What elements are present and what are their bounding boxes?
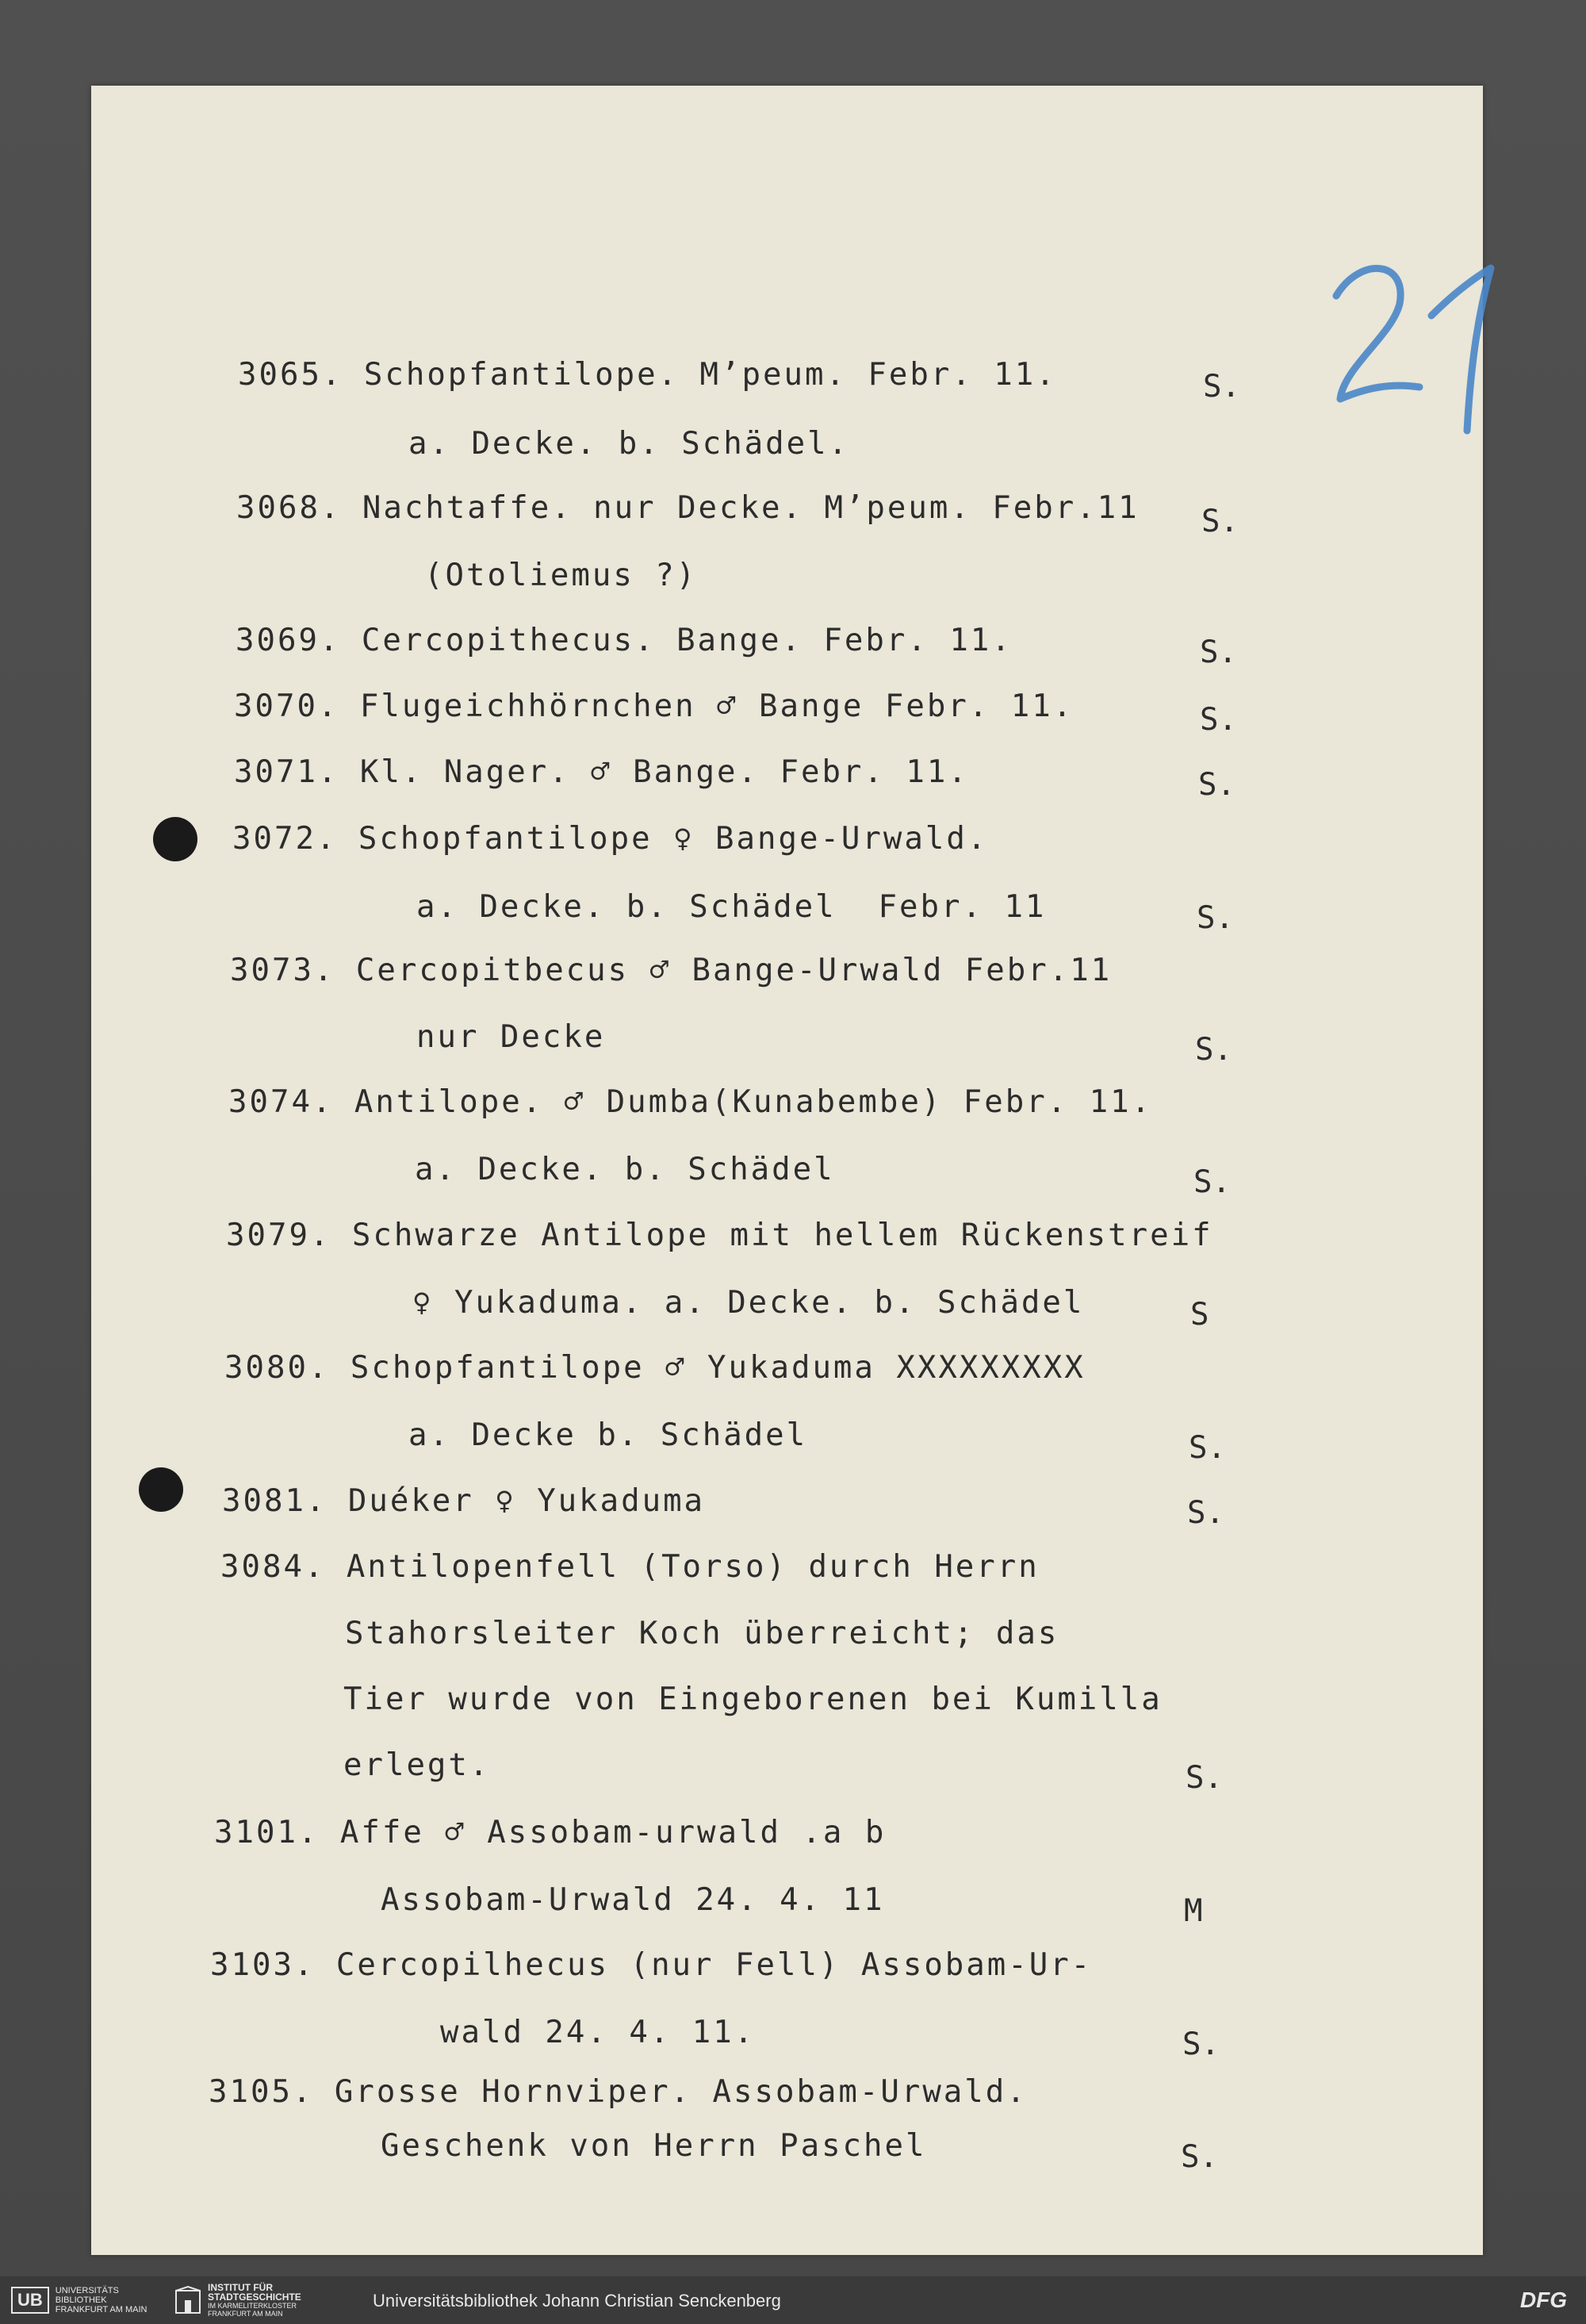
entry-mark: S.: [1181, 2139, 1218, 2175]
entry-line: 3072. Schopfantilope ♀ Bange-Urwald.: [232, 821, 989, 857]
institut-text: FRANKFURT AM MAIN: [208, 2310, 283, 2318]
entry-mark: S.: [1187, 1495, 1224, 1531]
entry-mark: S.: [1186, 1760, 1223, 1796]
entry-mark: S.: [1197, 900, 1234, 936]
entry-line: erlegt.: [343, 1747, 491, 1783]
entry-mark: S.: [1193, 1164, 1231, 1200]
entry-line: a. Decke b. Schädel: [408, 1417, 808, 1453]
institut-text: IM KARMELITERKLOSTER: [208, 2302, 297, 2310]
entry-line: 3081. Duéker ♀ Yukaduma: [222, 1483, 706, 1519]
entry-line: 3065. Schopfantilope. M’peum. Febr. 11.: [238, 357, 1057, 393]
entry-mark: S.: [1198, 767, 1235, 803]
entry-mark: S.: [1182, 2027, 1220, 2062]
entry-line: 3074. Antilope. ♂ Dumba(Kunabembe) Febr. 11.: [228, 1084, 1153, 1120]
entry-line: ♀ Yukaduma. a. Decke. b. Schädel: [412, 1285, 1085, 1321]
entry-line: nur Decke: [416, 1019, 606, 1055]
entry-line: Stahorsleiter Koch überreicht; das: [345, 1616, 1059, 1651]
handwritten-page-number: [1312, 248, 1519, 454]
entry-mark: S.: [1200, 702, 1237, 738]
ub-text: BIBLIOTHEK: [55, 2295, 107, 2305]
entry-line: 3071. Kl. Nager. ♂ Bange. Febr. 11.: [234, 754, 969, 790]
entry-line: Tier wurde von Eingeborenen bei Kumilla: [343, 1682, 1163, 1717]
entry-line: 3101. Affe ♂ Assobam-urwald .a b: [214, 1815, 887, 1850]
entry-mark: M: [1184, 1893, 1203, 1929]
institut-icon: [174, 2286, 201, 2314]
ub-text: FRANKFURT AM MAIN: [55, 2305, 147, 2314]
footer-bar: [0, 2276, 1586, 2324]
ub-label: UB: [11, 2287, 49, 2314]
entry-line: Assobam-Urwald 24. 4. 11: [381, 1882, 885, 1918]
entry-line: 3068. Nachtaffe. nur Decke. M’peum. Febr.11: [236, 490, 1140, 526]
entry-line: a. Decke. b. Schädel Febr. 11: [416, 889, 1047, 925]
entry-line: 3079. Schwarze Antilope mit hellem Rückenstreif: [226, 1218, 1213, 1253]
entry-line: wald 24. 4. 11.: [440, 2015, 756, 2050]
entry-line: 3105. Grosse Hornviper. Assobam-Urwald.: [209, 2074, 1028, 2110]
entry-line: a. Decke. b. Schädel: [415, 1152, 835, 1187]
entry-line: 3084. Antilopenfell (Torso) durch Herrn: [220, 1549, 1040, 1585]
punch-hole: [139, 1467, 183, 1512]
institut-text: INSTITUT FÜR: [208, 2282, 273, 2293]
institut-text: STADTGESCHICHTE: [208, 2291, 301, 2303]
punch-hole: [153, 817, 197, 861]
entry-line: 3069. Cercopithecus. Bange. Febr. 11.: [236, 623, 1013, 658]
entry-mark: S.: [1201, 504, 1239, 539]
entry-mark: S.: [1189, 1430, 1226, 1466]
entry-line: (Otoliemus ?): [424, 558, 698, 593]
entry-mark: S: [1190, 1297, 1209, 1333]
entry-mark: S.: [1195, 1032, 1232, 1068]
entry-line: a. Decke. b. Schädel.: [408, 426, 850, 462]
entry-line: Geschenk von Herrn Paschel: [381, 2128, 927, 2164]
document-page: [91, 86, 1483, 2255]
entry-mark: S.: [1200, 635, 1237, 670]
entry-line: 3073. Cercopitbecus ♂ Bange-Urwald Febr.11: [230, 953, 1113, 988]
entry-line: 3080. Schopfantilope ♂ Yukaduma XXXXXXXXX: [224, 1350, 1086, 1386]
ub-logo: [11, 2284, 147, 2316]
entry-line: 3103. Cercopilhecus (nur Fell) Assobam-Ur-: [210, 1947, 1093, 1983]
dfg-logo: DFG: [1519, 2288, 1567, 2312]
entry-line: 3070. Flugeichhörnchen ♂ Bange Febr. 11.: [234, 688, 1075, 724]
entry-mark: S.: [1203, 369, 1240, 405]
ub-text: UNIVERSITÄTS: [55, 2286, 119, 2295]
institut-logo: [174, 2284, 301, 2316]
library-name: Universitätsbibliothek Johann Christian Senckenberg: [373, 2291, 781, 2311]
